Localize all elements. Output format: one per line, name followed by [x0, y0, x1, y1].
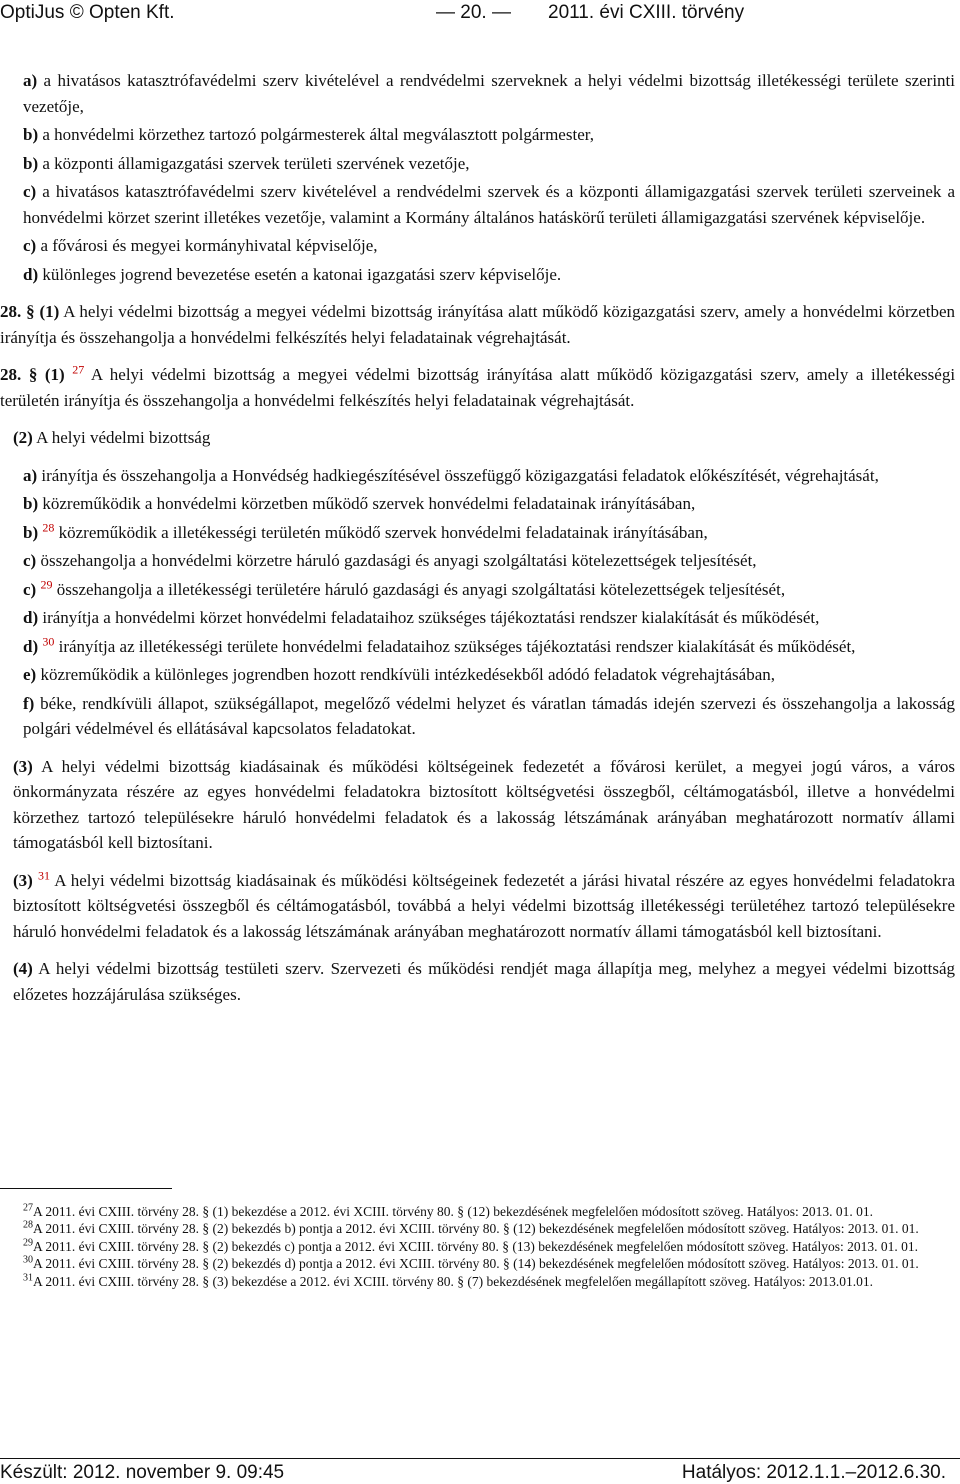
footnote: $^{30}$A 2011. évi CXIII. törvény 28. § (2) bekezdés d) pontja a 2012. évi XCIII. törvény 80. § (14) bekezdésének megfelelően módosított szöveg. Hatályos: 2013. 01. 01.: [23, 1254, 919, 1272]
page-header: [0, 0, 960, 26]
list-item: d) $^{30}$ irányítja az illetékességi területe honvédelmi feladataihoz szükséges tájékoztatási rendszer kialakítását és működését,: [23, 633, 856, 656]
paragraph-3-amended: (3) $^{31}$ A helyi védelmi bizottság kiadásainak és működési költségeinek fedezetét a járási hivatal részére az egyes honvédelmi feladatokra biztosított költségvetési összegből és céltámogatásból, továbbá a helyi védelmi bizottság illetékességi területéhez tartozó településekre háruló honvédelmi feladatok és a lakosság létszámának arányában meghatározott normatív állami támogatásból kell biztosítani.: [13, 867, 956, 941]
header-page-number: — 20. —: [436, 2, 511, 23]
footnote: $^{28}$A 2011. évi CXIII. törvény 28. § (2) bekezdés b) pontja a 2012. évi XCIII. törvény 80. § (12) bekezdésének megfelelően módosított szöveg. Hatályos: 2013. 01. 01.: [23, 1219, 919, 1237]
footer-created-date: Készült: 2012. november 9. 09:45: [0, 1462, 285, 1483]
section-28-paragraph-1-amended: 28. § (1) $^{27}$ A helyi védelmi bizottság a megyei védelmi bizottság irányítása alatt működő közigazgatási szerv, amely a illetékességi területén irányítja és összehangolja a honvédelmi felkészítés helyi feladatainak végrehajtását.: [0, 362, 956, 410]
footnote-ref-29[interactable]: 29: [40, 576, 53, 591]
footer-validity: Hatályos: 2012.1.1.–2012.6.30.: [681, 1462, 946, 1483]
list-item: a) irányítja és összehangolja a Honvédség hadkiegészítésével összefüggő közigazgatási feladatok előkészítését, végrehajtását,: [23, 465, 879, 485]
list-item: d) irányítja a honvédelmi körzet honvédelmi feladataihoz szükséges tájékoztatási rendszer kialakítását és működését,: [23, 608, 820, 627]
footnote-ref-30[interactable]: 30: [42, 633, 55, 648]
footnote: $^{29}$A 2011. évi CXIII. törvény 28. § (2) bekezdés c) pontja a 2012. évi XCIII. törvény 80. § (13) bekezdésének megfelelően módosított szöveg. Hatályos: 2013. 01. 01.: [23, 1237, 919, 1254]
header-publisher: OptiJus © Opten Kft.: [0, 2, 175, 23]
paragraph-3-old: (3) A helyi védelmi bizottság kiadásainak és működési költségeinek fedezetét a fővárosi kerület, a megyei jogú város, a város önkormányzata részére az egyes honvédelmi feladatokra biztosított költségvetési összegből, céltámogatásból, illetve a honvédelmi körzethez tartozó településekre háruló honvédelmi feladatok és a lakosság létszámának arányában meghatározott normatív állami támogatásból kell biztosítani.: [13, 756, 955, 852]
list-item: c) a hivatásos katasztrófavédelmi szerv kivételével a rendvédelmi szervek és a központi államigazgatási szervek területi szerveinek a honvédelmi körzet szerint illetékes vezetője, valamint a Kormány általános hatáskörű területi államigazgatási szervének képviselője.: [23, 182, 956, 227]
list-item: a) a hivatásos katasztrófavédelmi szerv kivételével a rendvédelmi szerveknek a helyi védelmi bizottság illetékességi területe szerinti vezetője,: [23, 71, 955, 116]
list-item: c) összehangolja a honvédelmi körzetre háruló gazdasági és anyagi szolgáltatási kötelezettségek teljesítését,: [23, 551, 757, 570]
footnote-ref-31[interactable]: 31: [37, 867, 50, 882]
list-item: b) $^{28}$ közreműködik a illetékességi területén működő szervek honvédelmi feladatainak irányításában,: [23, 519, 708, 542]
footnotes: [0, 1188, 960, 1290]
list-item: c) a fővárosi és megyei kormányhivatal képviselője,: [23, 236, 378, 255]
footnote: $^{31}$A 2011. évi CXIII. törvény 28. § (3) bekezdése a 2012. évi XCIII. törvény 80. § (7) bekezdésének megfelelően megállapított szöveg. Hatályos: 2013.01.01.: [23, 1272, 874, 1289]
paragraph-2-intro: (2) A helyi védelmi bizottság: [13, 428, 211, 447]
list-item: e) közreműködik a különleges jogrendben hozott rendkívüli intézkedésekből adódó feladatok végrehajtásában,: [23, 665, 776, 684]
law-body: [0, 68, 956, 1007]
list-item: c) $^{29}$ összehangolja a illetékességi területére háruló gazdasági és anyagi szolgáltatási kötelezettségek teljesítését,: [23, 576, 786, 599]
footnote: $^{27}$A 2011. évi CXIII. törvény 28. § (1) bekezdése a 2012. évi XCIII. törvény 80. § (12) bekezdésének megfelelően módosított szöveg. Hatályos: 2013. 01. 01.: [23, 1202, 874, 1219]
footnote-ref-27[interactable]: 27: [72, 362, 85, 377]
list-item: f) béke, rendkívüli állapot, szükségállapot, megelőző védelmi helyzet és váratlan támadás idején szervezi és összehangolja a lakosság polgári védelmével és ellátásával kapcsolatos feladatokat.: [23, 693, 955, 738]
page-footer: [0, 1462, 960, 1484]
list-item: d) különleges jogrend bevezetése esetén a katonai igazgatási szerv képviselője.: [23, 264, 562, 284]
footnote-separator: [0, 1188, 172, 1189]
header-law-title: 2011. évi CXIII. törvény: [548, 2, 745, 23]
list-item: b) a honvédelmi körzethez tartozó polgármesterek által megválasztott polgármester,: [23, 125, 594, 144]
paragraph-4: (4) A helyi védelmi bizottság testületi szerv. Szervezeti és működési rendjét maga állapítja meg, melyhez a megyei védelmi bizottság előzetes hozzájárulása szükséges.: [13, 959, 955, 1004]
list-item: b) a központi államigazgatási szervek területi szervének vezetője,: [23, 153, 470, 173]
footer-rule: [0, 1458, 960, 1459]
section-28-paragraph-1-old: 28. § (1) A helyi védelmi bizottság a megyei védelmi bizottság irányítása alatt működő közigazgatási szerv, amely a honvédelmi körzetben irányítja és összehangolja a honvédelmi felkészítés helyi feladatainak végrehajtását.: [0, 302, 956, 347]
paragraph-2-list: [23, 463, 955, 742]
list-item: b) közreműködik a honvédelmi körzetben működő szervek honvédelmi feladatainak irányításában,: [23, 494, 696, 513]
footnote-ref-28[interactable]: 28: [42, 519, 55, 534]
